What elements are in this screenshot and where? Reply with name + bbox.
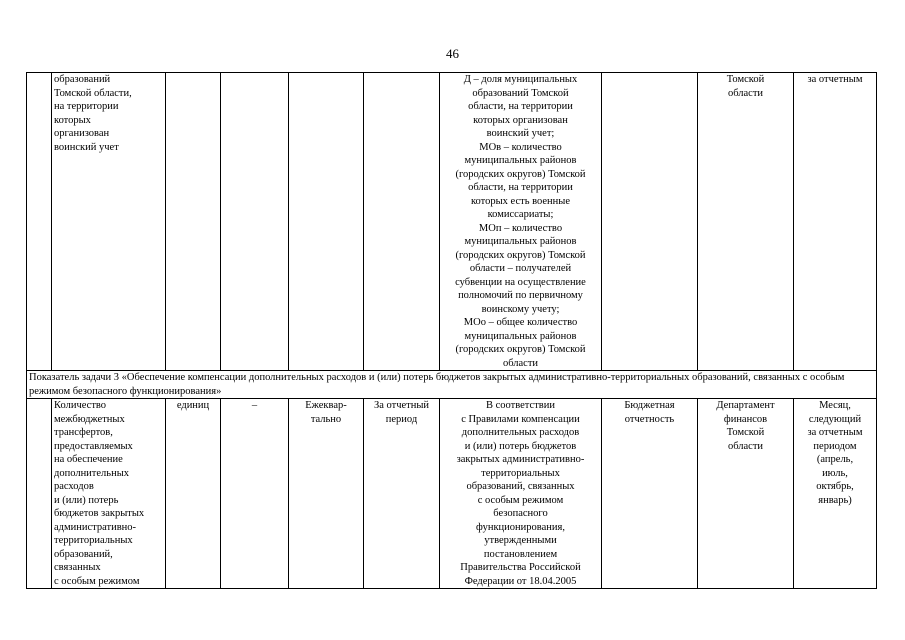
- cell-formula-description: Д – доля муниципальных образований Томской области, на территории которых организован воинский учет; МОв – количество муниципальных районов (городских округов) Томской области, на территории которых есть военные комиссариаты; МОп – количество муниципальных районов (городских округов) Томской области – получателей субвенции на осуществление полномочий по первичному воинскому учету; МОо – общее количество муниципальных районов (городских округов) Томской области: [440, 73, 602, 371]
- cell-period: За отчетный период: [364, 399, 440, 589]
- cell-type: [221, 73, 289, 371]
- cell-source: [602, 73, 698, 371]
- cell-period: [364, 73, 440, 371]
- cell-frequency: Ежеквар- тально: [289, 399, 364, 589]
- table-row-section-header: [27, 371, 877, 399]
- cell-responsible: Томской области: [698, 73, 794, 371]
- cell-number: [27, 73, 52, 371]
- indicators-table: [26, 72, 877, 589]
- cell-type: –: [221, 399, 289, 589]
- cell-number: [27, 399, 52, 589]
- table-row-indicator: [27, 399, 877, 589]
- cell-unit: единиц: [166, 399, 221, 589]
- page-number: 46: [446, 46, 459, 61]
- cell-frequency: [289, 73, 364, 371]
- cell-unit: [166, 73, 221, 371]
- section-header: Показатель задачи 3 «Обеспечение компенсации дополнительных расходов и (или) потерь бюджетов закрытых административно-территориальных образований, связанных с особым режимом безопасного функционирования»: [27, 371, 877, 399]
- cell-indicator-name: Количество межбюджетных трансфертов, предоставляемых на обеспечение дополнительных расходов и (или) потерь бюджетов закрытых административно- территориальных образований, связанных с особым режимом: [52, 399, 166, 589]
- table-row-continued: [27, 73, 877, 371]
- cell-method: В соответствии с Правилами компенсации дополнительных расходов и (или) потерь бюджетов закрытых административно- территориальных образований, связанных с особым режимом безопасного функционирования, утвержденными постановлением Правительства Российской Федерации от 18.04.2005: [440, 399, 602, 589]
- cell-deadline: Месяц, следующий за отчетным периодом (апрель, июль, октябрь, январь): [794, 399, 877, 589]
- cell-deadline: за отчетным: [794, 73, 877, 371]
- cell-responsible: Департамент финансов Томской области: [698, 399, 794, 589]
- cell-indicator-name: образований Томской области, на территории которых организован воинский учет: [52, 73, 166, 371]
- cell-source: Бюджетная отчетность: [602, 399, 698, 589]
